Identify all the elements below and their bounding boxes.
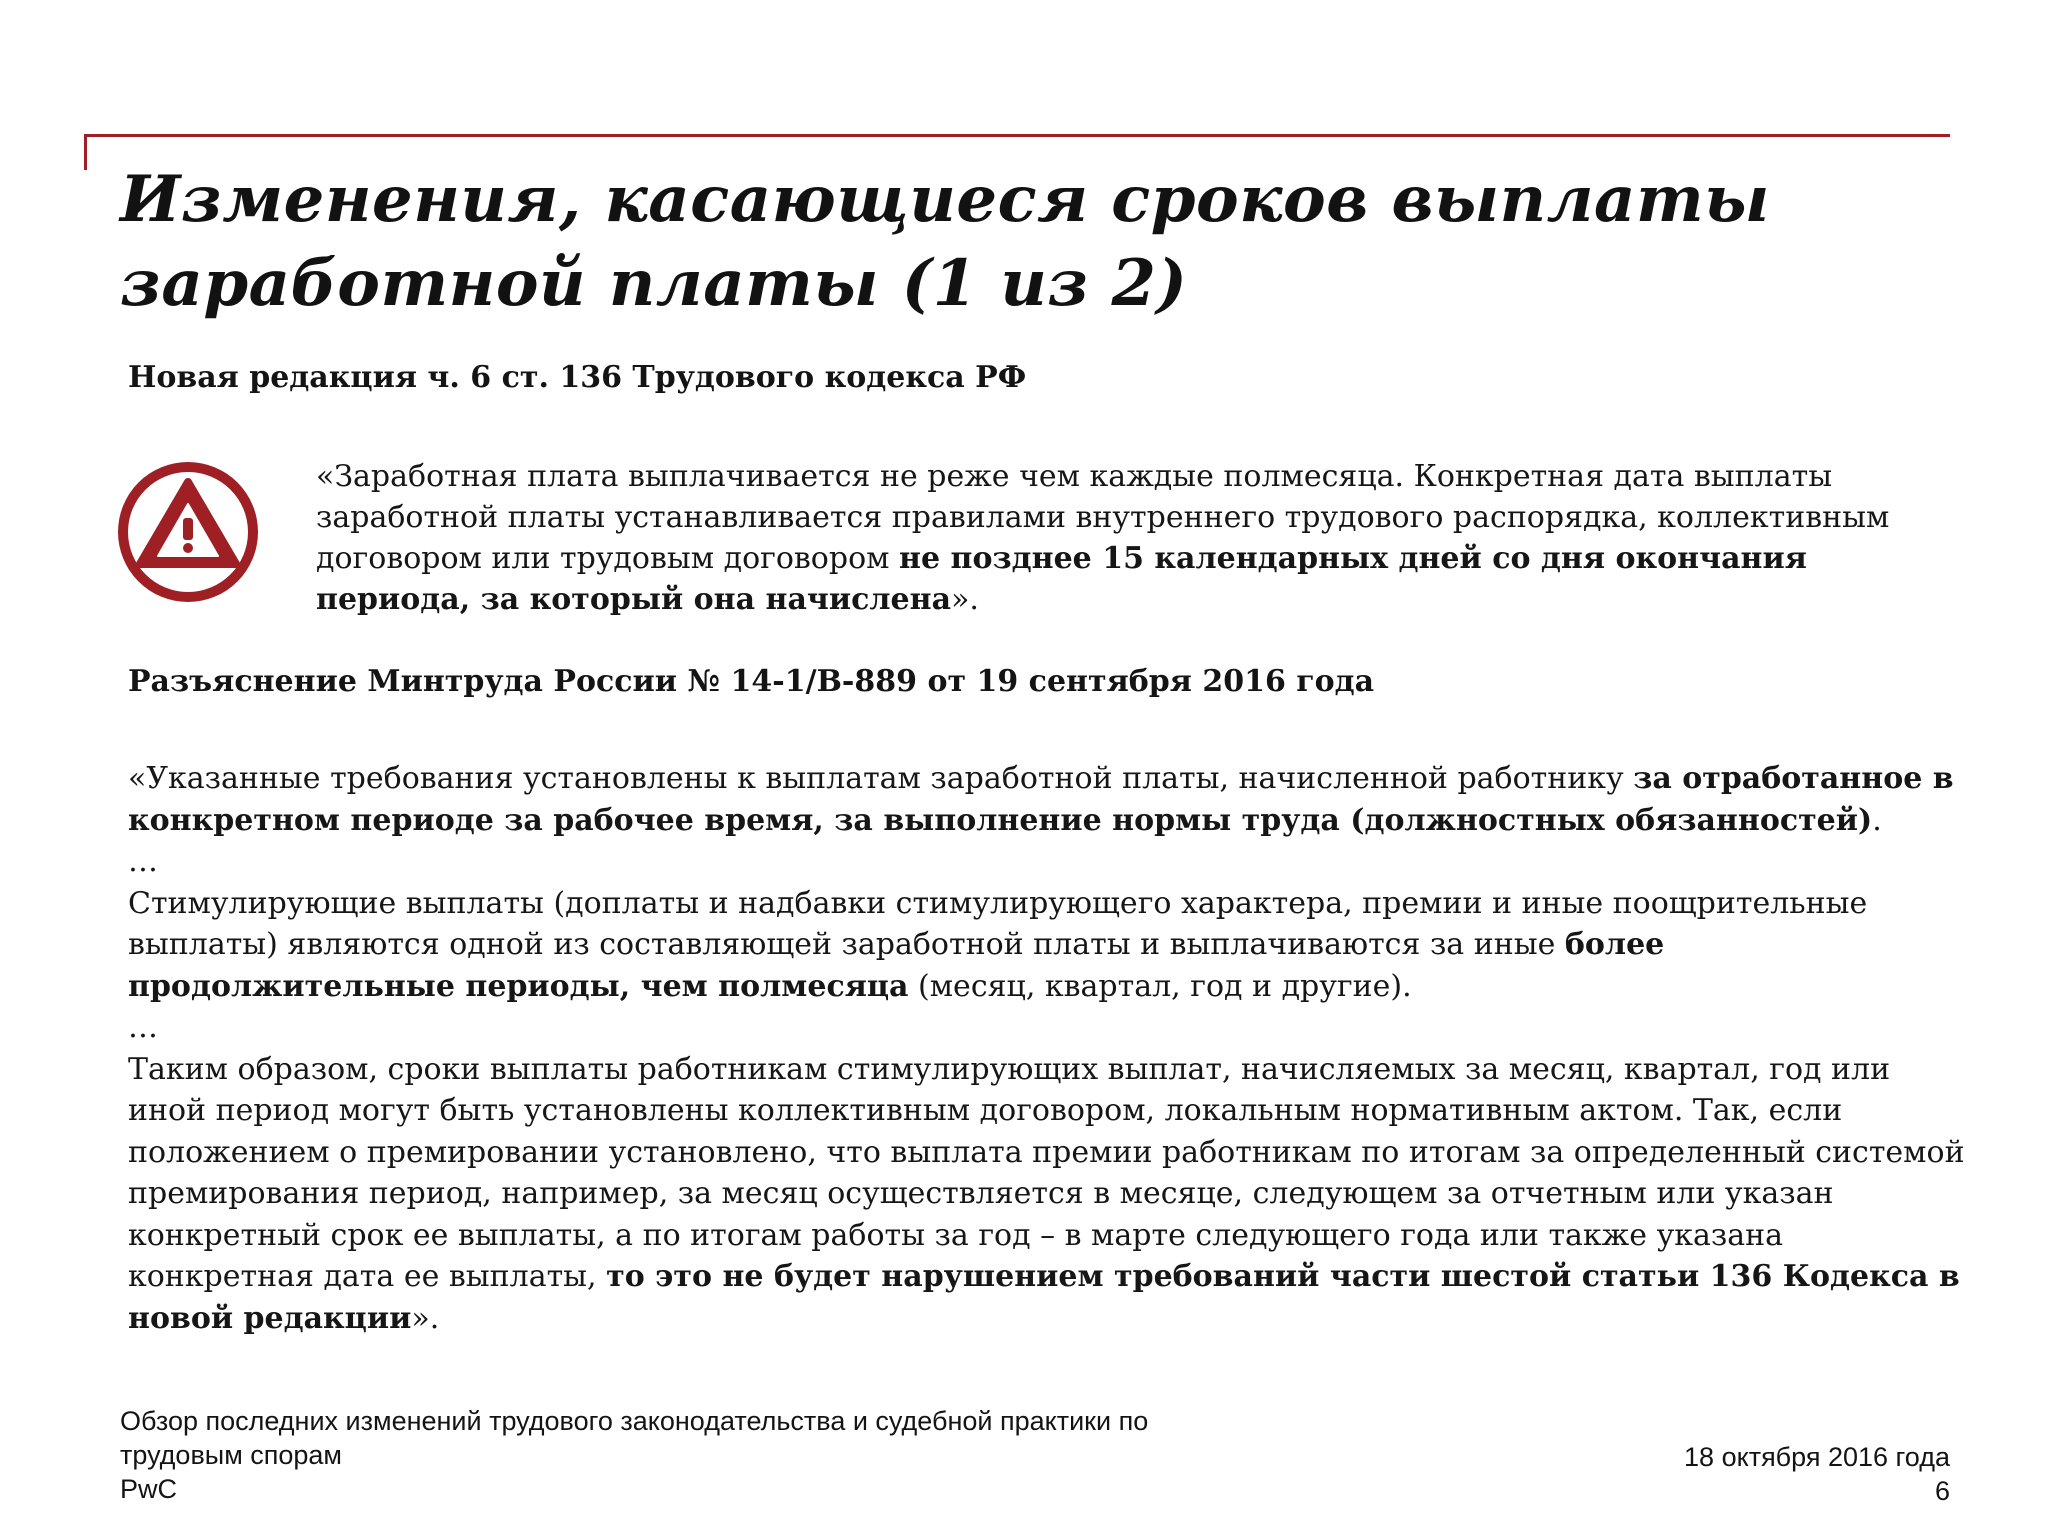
- slide-title-line2: заработной платы (1 из 2): [120, 246, 1188, 321]
- ministry-p3-bold: то это не будет нарушением требований части шестой статьи 136 Кодекса в новой редакции: [128, 1259, 1960, 1336]
- page-number: 6: [1934, 1476, 1950, 1506]
- ministry-paragraph-2: [128, 883, 1968, 1008]
- ministry-p1-bold: за отработанное в конкретном периоде за рабочее время, за выполнение нормы труда (должностных обязанностей): [128, 761, 1954, 838]
- warning-icon: [112, 456, 264, 608]
- ministry-p3-text: Таким образом, сроки выплаты работникам стимулирующих выплат, начисляемых за месяц, квартал, год или иной период могут быть установлены коллективным договором, локальным нормативным актом. Так, если положением о премировании установлено, что выплата премии работникам по итогам за определенный системой премирования период, например, за месяц осуществляется в месяце, следующем за отчетным или указан конкретный срок ее выплаты, а по итогам работы за год – в марте следующего года или также указана конкретная дата ее выплаты,: [128, 1051, 1965, 1294]
- footer-line-1: Обзор последних изменений трудового законодательства и судебной практики по: [120, 1406, 1149, 1436]
- header-rule-tick: [84, 134, 87, 170]
- footer-company: PwC: [120, 1474, 178, 1504]
- ministry-p1-text: «Указанные требования установлены к выплатам заработной платы, начисленной работнику: [128, 761, 1634, 796]
- slide-title-line1: Изменения, касающиеся сроков выплаты: [120, 162, 1770, 237]
- ministry-paragraph-3: [128, 1049, 1968, 1340]
- ministry-p3-end: ».: [411, 1300, 440, 1336]
- ministry-p1-end: .: [1872, 802, 1882, 838]
- ministry-p2-end: (месяц, квартал, год и другие).: [908, 968, 1412, 1004]
- quote-end: ».: [951, 582, 979, 617]
- quote-text: «Заработная плата выплачивается не реже чем каждые полмесяца. Конкретная дата выплаты заработной платы устанавливается правилами внутреннего трудового распорядка, коллективным договором или трудовым договором: [316, 459, 1890, 576]
- footer-line-2: трудовым спорам: [120, 1440, 342, 1470]
- ministry-paragraph-1: [128, 758, 1968, 841]
- slide-title: [120, 158, 1940, 326]
- ministry-quote: [128, 758, 1968, 1339]
- ellipsis-1: …: [128, 844, 158, 879]
- footer-caption: [120, 1404, 1320, 1506]
- ministry-p2-bold: более продолжительные периоды, чем полмесяца: [128, 927, 1665, 1004]
- footer-date: 18 октября 2016 года: [1684, 1442, 1950, 1472]
- ministry-p2-text: Стимулирующие выплаты (доплаты и надбавки стимулирующего характера, премии и иные поощрительные выплаты) являются одной из составляющей заработной платы и выплачиваются за иные: [128, 885, 1868, 962]
- footer-meta: [1450, 1440, 1950, 1508]
- ellipsis-2: …: [128, 1010, 158, 1045]
- section2-heading: Разъяснение Минтруда России № 14-1/В-889 от 19 сентября 2016 года: [128, 664, 1375, 699]
- section1-heading: Новая редакция ч. 6 ст. 136 Трудового кодекса РФ: [128, 360, 1027, 395]
- header-rule: [84, 134, 1950, 137]
- quote-bold-text: не позднее 15 календарных дней со дня окончания периода, за который она начислена: [316, 541, 1807, 617]
- labor-code-quote: [316, 456, 1956, 620]
